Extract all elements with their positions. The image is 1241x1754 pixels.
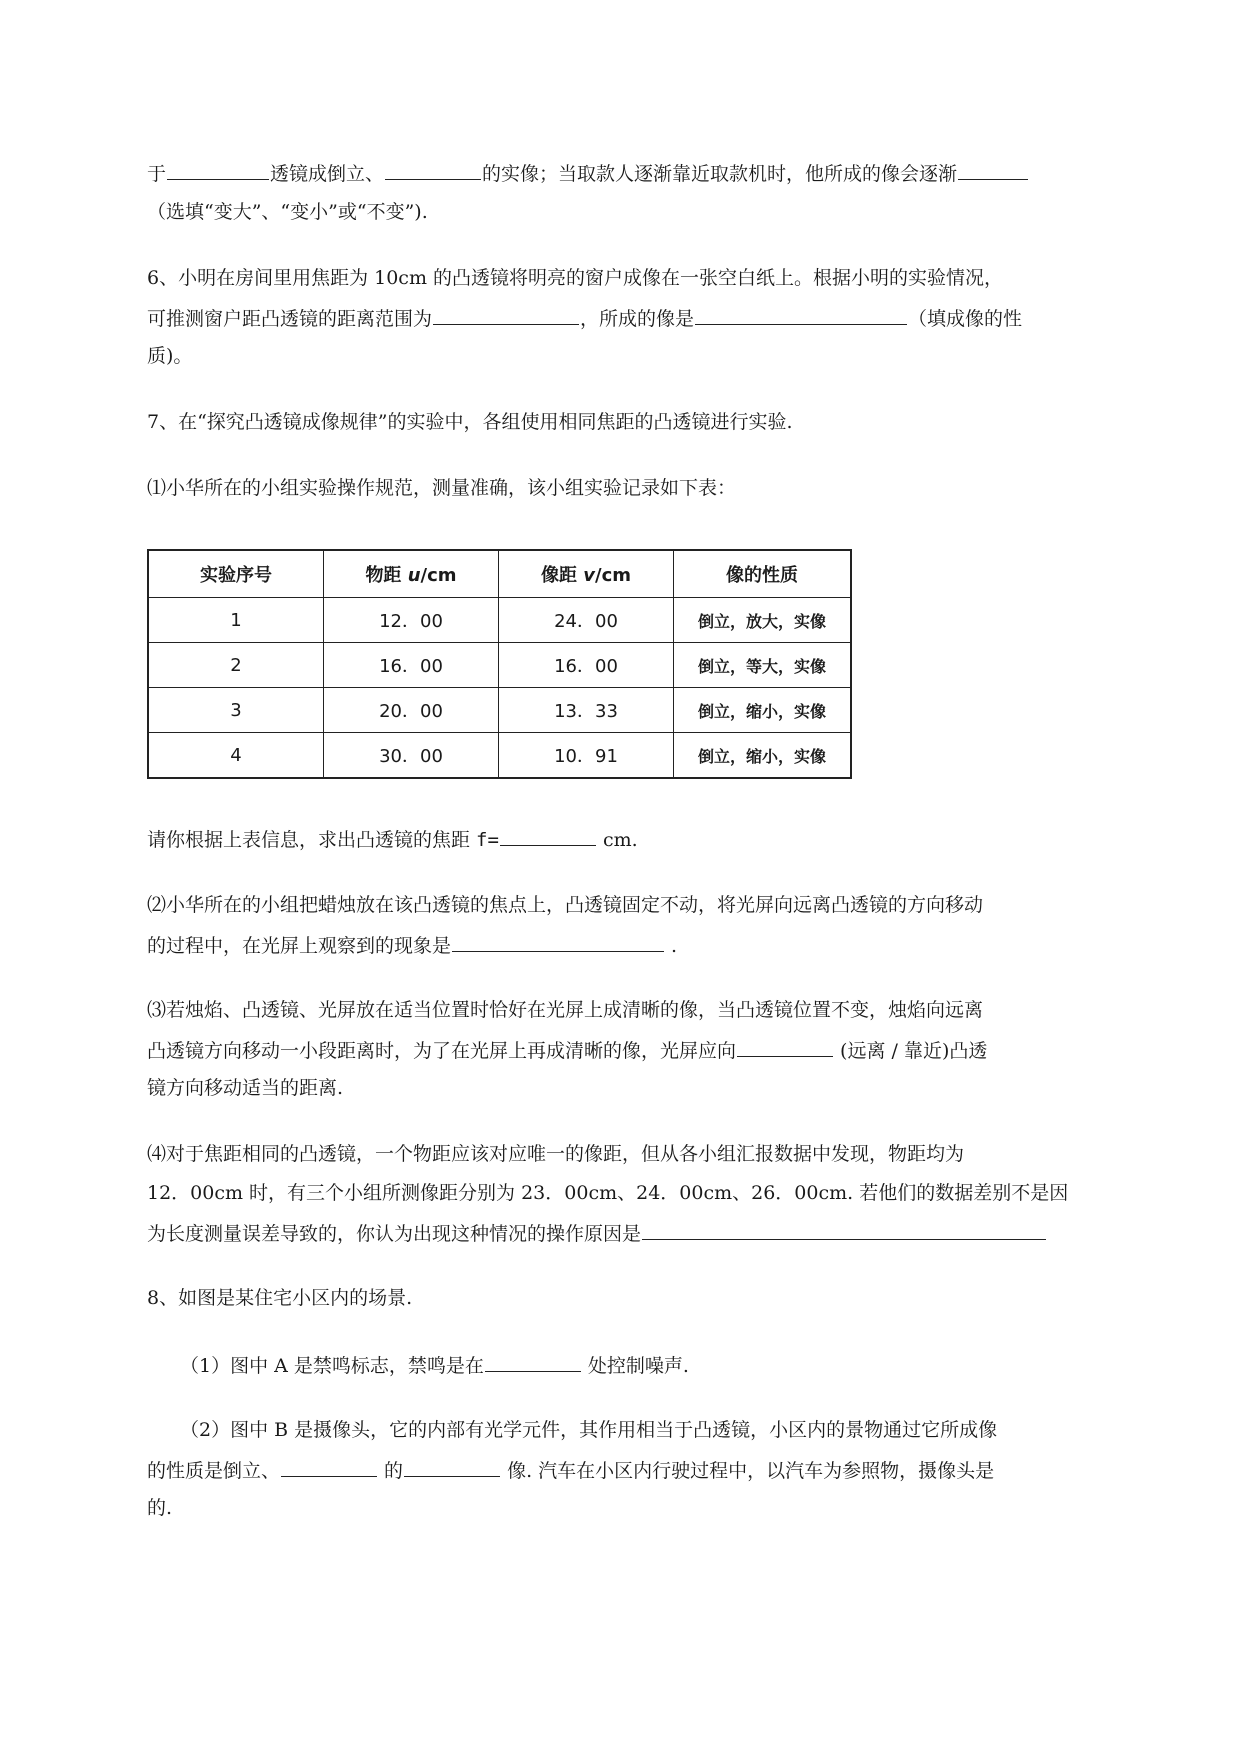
q5-line1: [147, 160, 1029, 186]
q7-part3-line3: 镜方向移动适当的距离.: [147, 1077, 344, 1099]
q6-text-a: 可推测窗户距凸透镜的距离范围为: [147, 308, 433, 330]
answer-blank[interactable]: [452, 932, 664, 952]
answer-blank[interactable]: [485, 1352, 581, 1372]
answer-blank[interactable]: [167, 160, 269, 180]
q8-part2-line2: [147, 1457, 994, 1483]
answer-blank[interactable]: [500, 826, 596, 846]
q8-part1-end: 处控制噪声.: [581, 1355, 689, 1377]
table-cell: 16．00: [324, 643, 499, 688]
table-cell: 3: [148, 688, 324, 733]
q7-focal-text: 请你根据上表信息，求出凸透镜的焦距: [147, 829, 477, 851]
table-row: [148, 688, 851, 733]
q7-focal-line: [147, 826, 638, 852]
q7-part2-line2: [147, 932, 677, 958]
experiment-table: [147, 549, 852, 779]
q7-part2-end: .: [665, 935, 678, 957]
q7-part3-line1: ⑶若烛焰、凸透镜、光屏放在适当位置时恰好在光屏上成清晰的像，当凸透镜位置不变，烛焰向远离: [147, 999, 984, 1021]
q8-part2-text-c: 像. 汽车在小区内行驶过程中，以汽车为参照物，摄像头是: [501, 1460, 995, 1482]
answer-blank[interactable]: [737, 1037, 833, 1057]
table-cell: 12．00: [324, 598, 499, 643]
q7-part1: ⑴小华所在的小组实验操作规范，测量准确，该小组实验记录如下表：: [147, 477, 737, 499]
q7-part3-line2: [147, 1037, 987, 1063]
table-cell: 2: [148, 643, 324, 688]
q5-line2: （选填“变大”、“变小”或“不变”).: [147, 201, 428, 223]
answer-blank[interactable]: [642, 1220, 1046, 1240]
answer-blank[interactable]: [281, 1457, 377, 1477]
q8-part2-line1: （2）图中 B 是摄像头，它的内部有光学元件，其作用相当于凸透镜，小区内的景物通过它所成像: [180, 1419, 998, 1441]
q7-part4-text: 为长度测量误差导致的，你认为出现这种情况的操作原因是: [147, 1223, 642, 1245]
q7-part2-text: 的过程中，在光屏上观察到的现象是: [147, 935, 452, 957]
col-header-trial: 实验序号: [148, 550, 324, 598]
answer-blank[interactable]: [385, 160, 481, 180]
q6-line3: 质)。: [147, 345, 193, 367]
col-header-image-property: 像的性质: [674, 550, 852, 598]
table-cell: 倒立，等大，实像: [674, 643, 852, 688]
q6-line2: [147, 305, 1022, 331]
table-cell: 倒立，缩小，实像: [674, 733, 852, 779]
table-cell: 30．00: [324, 733, 499, 779]
q6-text-b: ，所成的像是: [580, 308, 695, 330]
q8-part1: [180, 1352, 689, 1378]
table-row: [148, 598, 851, 643]
q7-intro: 7、在“探究凸透镜成像规律”的实验中，各组使用相同焦距的凸透镜进行实验.: [147, 411, 793, 433]
q7-part4-line3: [147, 1220, 1047, 1246]
table-row: [148, 643, 851, 688]
col-header-object-distance: 物距 u/cm: [324, 550, 499, 598]
table-cell: 4: [148, 733, 324, 779]
q5-text-b: 透镜成倒立、: [270, 163, 385, 185]
table-cell: 倒立，缩小，实像: [674, 688, 852, 733]
table-cell: 倒立，放大，实像: [674, 598, 852, 643]
table-cell: 10．91: [499, 733, 674, 779]
q7-part4-line1: ⑷对于焦距相同的凸透镜，一个物距应该对应唯一的像距，但从各小组汇报数据中发现，物距均为: [147, 1143, 965, 1165]
q7-part4-line2: 12．00cm 时，有三个小组所测像距分别为 23．00cm、24．00cm、26．00cm. 若他们的数据差别不是因: [147, 1182, 1069, 1204]
q8-part2-text-a: 的性质是倒立、: [147, 1460, 281, 1482]
table-cell: 13．33: [499, 688, 674, 733]
q5-text-c: 的实像；当取款人逐渐靠近取款机时，他所成的像会逐渐: [482, 163, 958, 185]
table-cell: 16．00: [499, 643, 674, 688]
q7-part3-end: (远离 / 靠近)凸透: [834, 1040, 988, 1062]
table-row: [148, 733, 851, 779]
answer-blank[interactable]: [433, 305, 579, 325]
q5-text-a: 于: [147, 163, 167, 185]
q7-focal-symbol: f=: [476, 829, 499, 851]
table-header-row: [148, 550, 851, 598]
answer-blank[interactable]: [958, 160, 1028, 180]
table-cell: 20．00: [324, 688, 499, 733]
table-cell: 24．00: [499, 598, 674, 643]
q7-part2-line1: ⑵小华所在的小组把蜡烛放在该凸透镜的焦点上，凸透镜固定不动，将光屏向远离凸透镜的方向移动: [147, 894, 984, 916]
q6-text-c: （填成像的性: [908, 308, 1023, 330]
q8-part1-text: （1）图中 A 是禁鸣标志，禁鸣是在: [180, 1355, 484, 1377]
answer-blank[interactable]: [404, 1457, 500, 1477]
col-header-image-distance: 像距 v/cm: [499, 550, 674, 598]
q8-intro: 8、如图是某住宅小区内的场景.: [147, 1287, 413, 1309]
answer-blank[interactable]: [695, 305, 907, 325]
q7-focal-unit: cm.: [596, 829, 638, 851]
table-cell: 1: [148, 598, 324, 643]
q6-line1: 6、小明在房间里用焦距为 10cm 的凸透镜将明亮的窗户成像在一张空白纸上。根据小明的实验情况，: [147, 267, 1004, 289]
q7-part3-text: 凸透镜方向移动一小段距离时，为了在光屏上再成清晰的像，光屏应向: [147, 1040, 737, 1062]
q8-part2-line3: 的.: [147, 1497, 173, 1519]
q8-part2-text-b: 的: [378, 1460, 404, 1482]
